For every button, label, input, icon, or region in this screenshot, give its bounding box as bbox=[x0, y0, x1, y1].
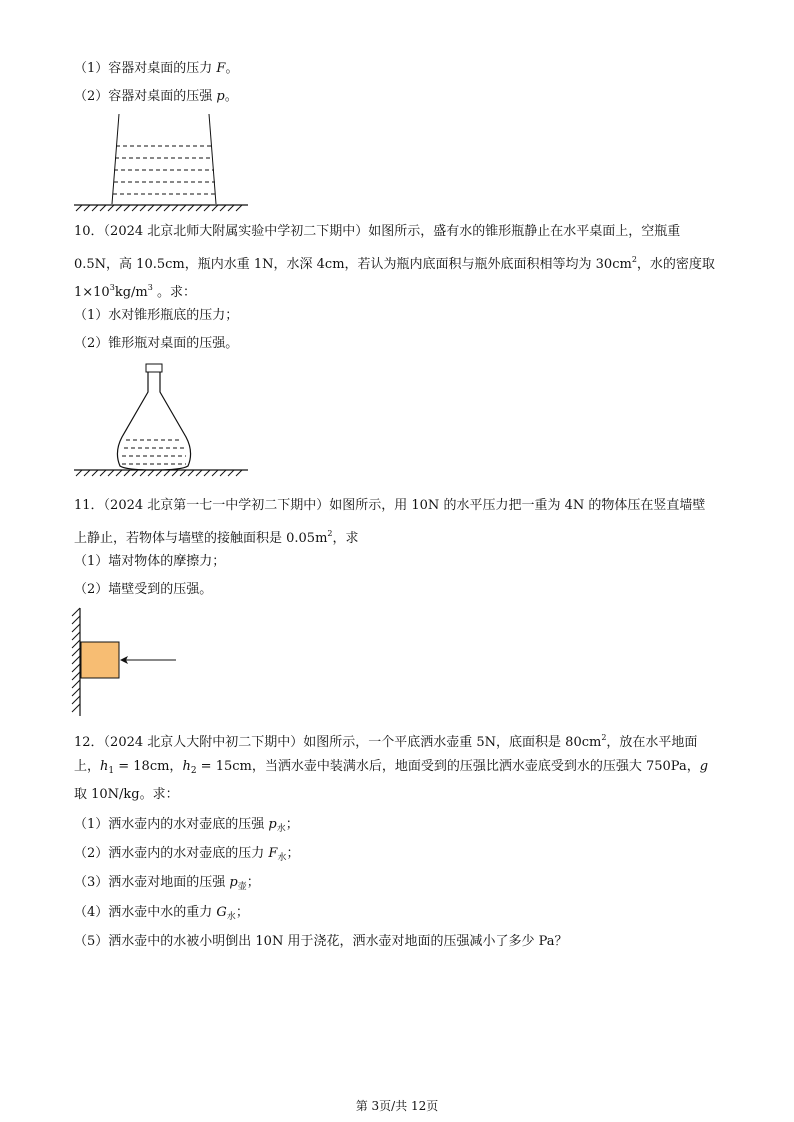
page-footer: 第 3页/共 12页 bbox=[355, 1099, 439, 1113]
block bbox=[81, 642, 119, 678]
q12-line-3: 取 10N/kg。求： bbox=[74, 787, 179, 802]
q12-item-5: （5）洒水壶中的水被小明倒出 10N 用于浇花，洒水壶对地面的压强减小了多少 Pa？ bbox=[74, 934, 568, 949]
q12-line-2: 上，$h_1 = 18cm$，$h_2 = 15cm$，当洒水壶中装满水后，地面受到的压强比洒水壶底受到水的压强大 750Pa，g bbox=[74, 759, 709, 776]
q11-line-1: 11．（2024 北京第一七一中学初二下期中）如图所示，用 10N 的水平压力把一重为 4N 的物体压在竖直墙壁 bbox=[74, 498, 706, 513]
q10-line-3: $1\times 10^3kg/m^3$ 。求： bbox=[74, 283, 196, 300]
q10-item-2: （2）锥形瓶对桌面的压强。 bbox=[74, 336, 239, 351]
q12-item-1: （1）洒水壶内的水对壶底的压强 $p_水$； bbox=[74, 817, 299, 834]
q12-item-4: （4）洒水壶中水的重力 $G_水$； bbox=[74, 905, 249, 922]
q12-item-2: （2）洒水壶内的水对壶底的压力 $F_水$； bbox=[74, 846, 300, 863]
q11-line-2: 上静止，若物体与墙壁的接触面积是 $0.05m^2$，求 bbox=[74, 529, 359, 546]
q10-item-1: （1）水对锥形瓶底的压力； bbox=[74, 308, 239, 323]
flask-figure bbox=[74, 362, 254, 490]
q12-line-1: 12．（2024 北京人大附中初二下期中）如图所示，一个平底洒水壶重 5N，底面积是 $80cm^2$，放在水平地面 bbox=[74, 733, 698, 750]
q11-item-2: （2）墙壁受到的压强。 bbox=[74, 582, 213, 597]
q11-item-1: （1）墙对物体的摩擦力； bbox=[74, 554, 226, 569]
q12-item-3: （3）洒水壶对地面的压强 $p_壶$； bbox=[74, 875, 260, 892]
q10-line-2: 0.5N，高 10.5cm，瓶内水重 1N，水深 4cm，若认为瓶内底面积与瓶外底面积相等均为 $30cm^2$，水的密度取 bbox=[74, 255, 715, 272]
prev-item-2: （2）容器对桌面的压强 p。 bbox=[74, 89, 238, 104]
prev-item-1: （1）容器对桌面的压力 F。 bbox=[74, 61, 239, 76]
container-figure bbox=[74, 112, 254, 212]
q10-line-1: 10．（2024 北京北师大附属实验中学初二下期中）如图所示，盛有水的锥形瓶静止在水平桌面上，空瓶重 bbox=[74, 224, 681, 239]
wall-block-figure bbox=[68, 606, 188, 718]
